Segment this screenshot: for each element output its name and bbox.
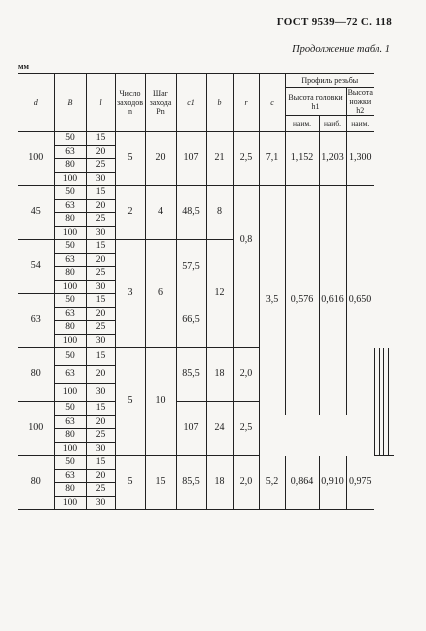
- cell-c1: 107: [176, 132, 206, 186]
- cell-r: 2,0: [233, 456, 259, 510]
- cell-b-width: 80: [54, 483, 86, 497]
- cell-n: 3: [115, 240, 145, 348]
- cell-l: 30: [86, 384, 115, 402]
- cell-l: 25: [86, 429, 115, 443]
- cell-l: 25: [86, 267, 115, 281]
- cell-l: 15: [86, 132, 115, 146]
- cell-h1-max: 0,910: [319, 456, 346, 510]
- cell-l: 25: [86, 321, 115, 335]
- cell-b: 18: [206, 456, 233, 510]
- cell-d: 54: [18, 240, 54, 294]
- cell-n: 2: [115, 186, 145, 240]
- col-header-b: b: [206, 74, 233, 132]
- cell-c1: 85,5: [176, 348, 206, 402]
- cell-h1-min: 1,152: [285, 132, 319, 186]
- cell-b-width: 100: [54, 384, 86, 402]
- cell-c: 7,1: [259, 132, 285, 186]
- cell-b-width: 100: [54, 442, 86, 456]
- cell-b-width: 50: [54, 132, 86, 146]
- col-header-c: c: [259, 74, 285, 132]
- cell-b-width: 80: [54, 429, 86, 443]
- cell-d: 63: [18, 294, 54, 348]
- cell-b-width: 63: [54, 145, 86, 159]
- col-header-profile: Профиль резьбы: [285, 74, 374, 88]
- cell-d: 45: [18, 186, 54, 240]
- cell-l: 20: [86, 469, 115, 483]
- cell-l: 20: [86, 307, 115, 321]
- cell-c1: 48,5: [176, 186, 206, 240]
- cell-l: 30: [86, 280, 115, 294]
- cell-pn: 4: [145, 186, 176, 240]
- cell-b-width: 63: [54, 253, 86, 267]
- cell-b-width: 50: [54, 402, 86, 416]
- col-header-head-height: Высота головки h1: [285, 88, 346, 116]
- cell-b-width: 50: [54, 348, 86, 366]
- cell-l: 15: [86, 240, 115, 254]
- cell-b: 18: [206, 348, 233, 402]
- col-header-h1-max: наиб.: [319, 116, 346, 132]
- cell-l: 30: [86, 172, 115, 186]
- cell-pn: 6: [145, 240, 176, 348]
- cell-b-width: 100: [54, 172, 86, 186]
- col-header-pitch-text: Шаг захода Pn: [149, 89, 172, 116]
- cell-l: 25: [86, 213, 115, 227]
- cell-b-width: 100: [54, 334, 86, 348]
- col-header-h2-min: наим.: [346, 116, 374, 132]
- cell-r: 0,8: [233, 186, 259, 294]
- cell-l: 20: [86, 253, 115, 267]
- cell-n: 5: [115, 456, 145, 510]
- dimensions-table: [18, 73, 394, 510]
- cell-r: 2,5: [233, 132, 259, 186]
- cell-b-width: 80: [54, 213, 86, 227]
- cell-b-width: 63: [54, 469, 86, 483]
- cell-r: 2,0: [233, 348, 259, 402]
- cell-d: 100: [18, 402, 54, 456]
- cell-b-width: 50: [54, 186, 86, 200]
- col-header-r: r: [233, 74, 259, 132]
- document-header: ГОСТ 9539—72 С. 118: [276, 16, 392, 28]
- col-header-pitch: [145, 74, 176, 132]
- cell-b-width: 100: [54, 280, 86, 294]
- cell-b-width: 63: [54, 307, 86, 321]
- cell-b: 8: [206, 186, 233, 240]
- cell-b: 24: [206, 402, 233, 456]
- cell-h2-min: 0,650: [346, 186, 374, 416]
- cell-d: 80: [18, 348, 54, 402]
- cell-l: 30: [86, 334, 115, 348]
- cell-l: 15: [86, 402, 115, 416]
- cell-l: 25: [86, 159, 115, 173]
- cell-b-width: 63: [54, 366, 86, 384]
- cell-h1-max: 1,203: [319, 132, 346, 186]
- cell-l: 15: [86, 348, 115, 366]
- col-header-l: l: [86, 74, 115, 132]
- cell-r: 2,5: [233, 402, 259, 456]
- cell-l: 15: [86, 456, 115, 470]
- cell-b: 12: [206, 240, 233, 348]
- cell-h2-min-blank: [389, 348, 394, 456]
- cell-b-width: 50: [54, 294, 86, 308]
- cell-b-width: 80: [54, 159, 86, 173]
- cell-c: 5,2: [259, 456, 285, 510]
- cell-c1: 85,5: [176, 456, 206, 510]
- unit-label: мм: [18, 62, 29, 71]
- col-header-h1-min: наим.: [285, 116, 319, 132]
- cell-b-width: 100: [54, 496, 86, 510]
- cell-b-width: 50: [54, 456, 86, 470]
- cell-l: 20: [86, 366, 115, 384]
- cell-l: 30: [86, 226, 115, 240]
- cell-b: 21: [206, 132, 233, 186]
- col-header-starts: [115, 74, 145, 132]
- col-header-c1: c1: [176, 74, 206, 132]
- cell-b-width: 80: [54, 267, 86, 281]
- cell-h2-min: 1,300: [346, 132, 374, 186]
- cell-l: 20: [86, 199, 115, 213]
- col-header-starts-text: Число заходов n: [116, 89, 144, 116]
- cell-pn: 15: [145, 456, 176, 510]
- cell-pn: 20: [145, 132, 176, 186]
- cell-d: 80: [18, 456, 54, 510]
- cell-h1-max: 0,616: [319, 186, 346, 416]
- cell-c1: 66,5: [176, 294, 206, 348]
- cell-l: 30: [86, 442, 115, 456]
- cell-r-blank: [233, 294, 259, 348]
- cell-b-width: 80: [54, 321, 86, 335]
- cell-c1: 57,5: [176, 240, 206, 294]
- cell-n: 5: [115, 348, 145, 456]
- cell-c1: 107: [176, 402, 206, 456]
- cell-h1-min: 0,864: [285, 456, 319, 510]
- cell-b-width: 50: [54, 240, 86, 254]
- cell-pn: 10: [145, 348, 176, 456]
- cell-b-width: 63: [54, 199, 86, 213]
- cell-l: 20: [86, 415, 115, 429]
- cell-l: 15: [86, 186, 115, 200]
- cell-h1-min: 0,576: [285, 186, 319, 416]
- continuation-label: Продолжение табл. 1: [292, 44, 390, 55]
- col-header-d: d: [18, 74, 54, 132]
- cell-l: 20: [86, 145, 115, 159]
- cell-b-width: 63: [54, 415, 86, 429]
- cell-b-width: 100: [54, 226, 86, 240]
- cell-l: 25: [86, 483, 115, 497]
- cell-l: 30: [86, 496, 115, 510]
- cell-d: 100: [18, 132, 54, 186]
- cell-c: 3,5: [259, 186, 285, 416]
- cell-h2-min: 0,975: [346, 456, 374, 510]
- col-header-b-width: B: [54, 74, 86, 132]
- cell-n: 5: [115, 132, 145, 186]
- cell-l: 15: [86, 294, 115, 308]
- col-header-leg-height: Высота ножки h2: [347, 88, 373, 115]
